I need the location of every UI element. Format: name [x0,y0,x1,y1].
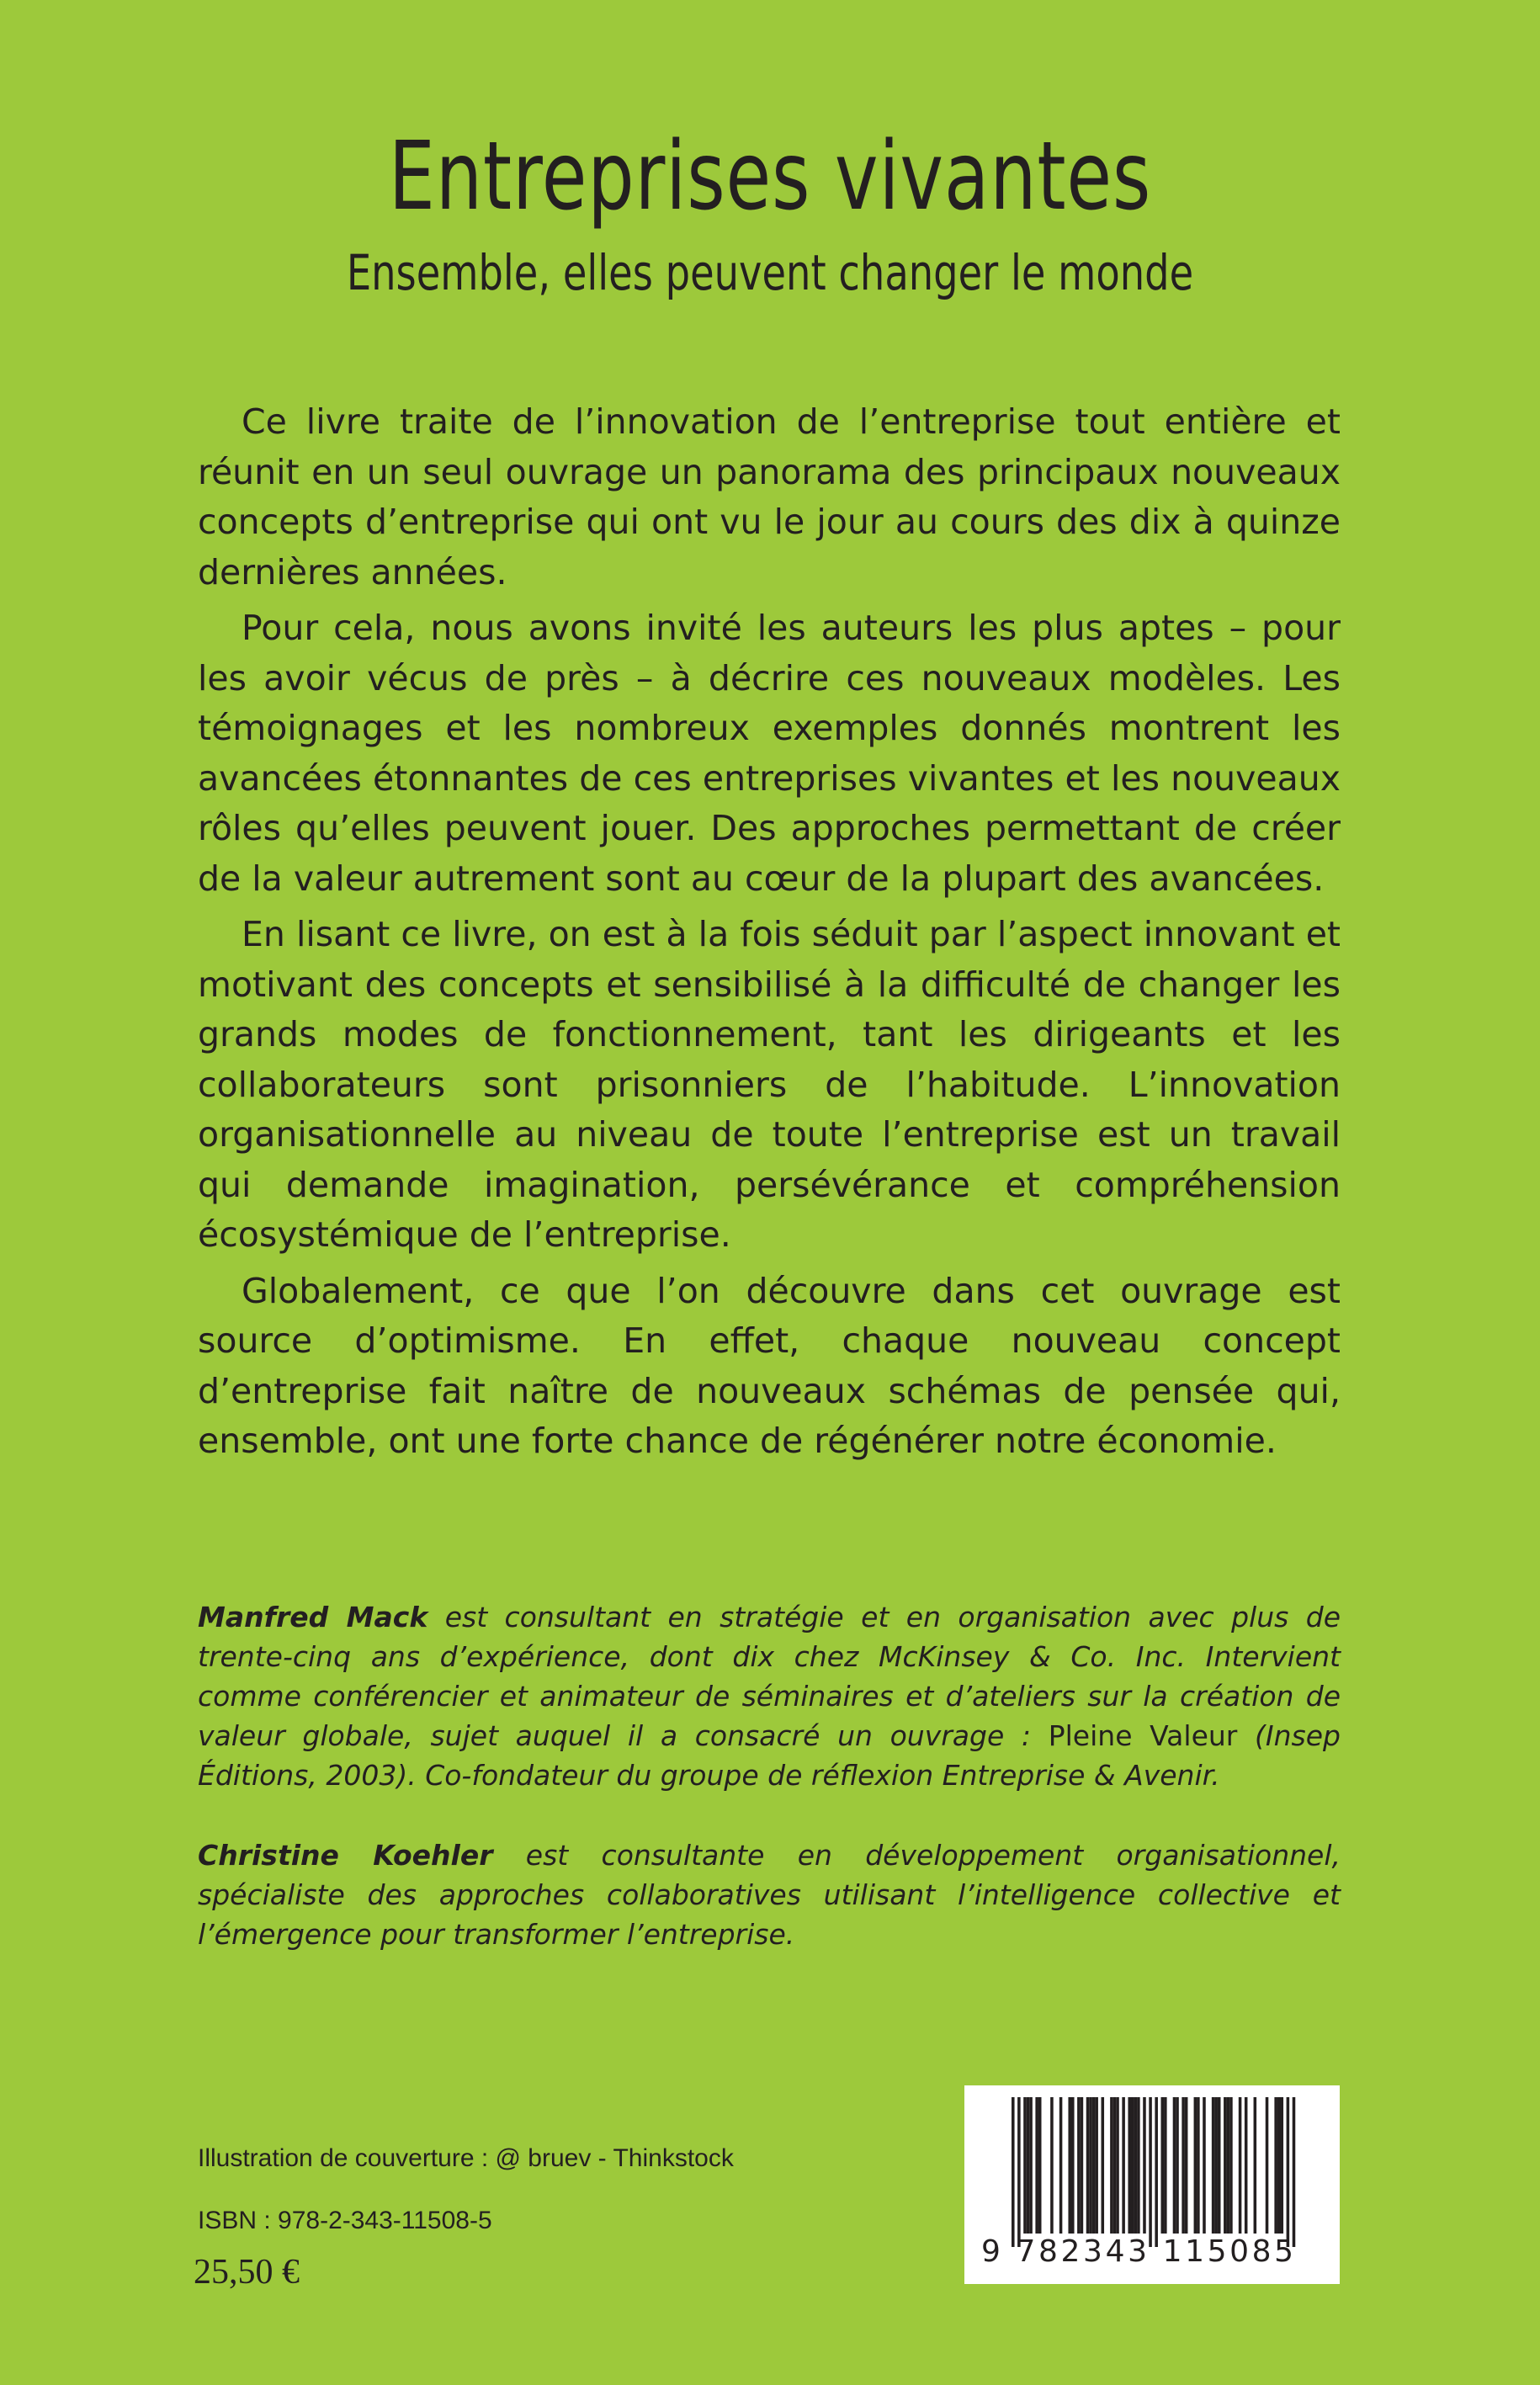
barcode-bar [1092,2097,1096,2234]
barcode-bar [1027,2097,1030,2234]
barcode-bar [1182,2097,1185,2234]
barcode-bar [1122,2097,1125,2234]
barcode-bar [1254,2097,1257,2234]
summary-text [198,397,1341,1473]
book-subtitle: Ensemble, elles peuvent changer le monde [346,244,1194,301]
barcode-bar [1023,2097,1027,2234]
summary-paragraph: Globalement, ce que l’on découvre dans cet ouvrage est source d’optimisme. En effet, chaque nouveau concept d’entreprise fait naître de nouveaux schémas de pensée qui, ensemble, ont une forte chance de régénérer notre économie. [198,1270,1341,1461]
barcode-bar [1035,2097,1038,2234]
barcode-bar [1214,2097,1218,2234]
barcode-bar [1197,2097,1200,2234]
barcode-bar [1071,2097,1075,2234]
price: 25,50 € [194,2253,300,2292]
barcode-bar [1095,2097,1098,2234]
barcode-bar [1218,2097,1221,2234]
barcode-bar [1077,2097,1081,2234]
barcode-bar [1287,2097,1290,2247]
barcode-bar [1149,2097,1152,2247]
barcode-bar [1239,2097,1242,2234]
illustration-credit: Illustration de couverture : @ bruev - Thinkstock [198,2144,734,2172]
barcode-bar [1012,2097,1015,2247]
book-title: Entreprises vivantes [388,122,1152,231]
author-bio-text: est consultant en stratégie et en organisation avec plus de trente-cinq ans d’expérience, dont dix chez McKinsey & Co. Inc. Intervient comme conférencier et animateur de séminaires et d’ateliers sur la création de valeur globale, sujet auquel il a consacré un ouvrage : [198,1601,1341,1752]
barcode-bar [1131,2097,1134,2234]
barcode-bar [1089,2097,1092,2234]
barcode-bar [1293,2097,1296,2247]
barcode-bar [1059,2097,1063,2234]
isbn: ISBN : 978-2-343-11508-5 [198,2207,492,2234]
barcode-bar [1173,2097,1176,2234]
barcode-bar [1068,2097,1071,2234]
barcode-bar [1274,2097,1277,2234]
author-bios [198,1597,1341,1954]
barcode-bar [1245,2097,1248,2234]
barcode-bar [1110,2097,1113,2234]
barcode-bar [1203,2097,1206,2234]
author-name: Christine Koehler [198,1839,493,1872]
barcode-bar [1128,2097,1131,2234]
author-bio-mack [198,1597,1341,1795]
barcode-bar [1113,2097,1117,2234]
barcode-bar [1281,2097,1284,2234]
barcode-bar [1086,2097,1090,2234]
barcode-bar [1185,2097,1188,2234]
barcode-bar [1212,2097,1215,2234]
barcode-bar [1176,2097,1179,2234]
author-bio-text: (Insep Éditions, 2003). Co-fondateur du groupe de réflexion Entreprise & Avenir. [198,1719,1341,1792]
author-bio-text: est consultante en développement organisationnel, spécialiste des approches collaboratives utilisant l’intelligence collective et l’émergence pour transformer l’entreprise. [198,1839,1341,1951]
barcode-bar [1224,2097,1227,2234]
barcode-bar [1227,2097,1230,2234]
barcode [964,2085,1340,2284]
barcode-bar [1143,2097,1146,2234]
author-bio-koehler [198,1835,1341,1954]
author-name: Manfred Mack [198,1601,428,1633]
barcode-bar [1081,2097,1084,2234]
barcode-bar [1164,2097,1167,2234]
barcode-bar [1134,2097,1138,2234]
barcode-bar [1229,2097,1233,2234]
summary-paragraph: En lisant ce livre, on est à la fois séduit par l’aspect innovant et motivant des concepts et sensibilisé à la difficulté de changer les grands modes de fonctionnement, tant les dirigeants et les collaborateurs sont prisonniers de l’habitude. L’innovation organisationnelle au niveau de toute l’entreprise est un travail qui demande imagination, persévérance et compréhension écosystémique de l’entreprise. [198,914,1341,1255]
barcode-bar [1102,2097,1105,2234]
barcode-digits: 9 782343 115085 [981,2234,1297,2269]
barcode-bar [1155,2097,1158,2247]
barcode-bar [1029,2097,1033,2234]
barcode-bar [1137,2097,1140,2234]
barcode-bar [1266,2097,1269,2234]
barcode-bar [1161,2097,1165,2234]
summary-paragraph: Pour cela, nous avons invité les auteurs les plus aptes – pour les avoir vécus de près – à décrire ces nouveaux modèles. Les témoignages et les nombreux exemples donnés montrent les avancées étonnantes de ces entreprises vivantes et les nouveaux rôles qu’elles peuvent jouer. Des approches permettant de créer de la valeur autrement sont au cœur de la plupart des avancées. [198,608,1341,899]
barcode-bar [1277,2097,1281,2234]
author-book-title: Pleine Valeur [1048,1719,1238,1752]
barcode-bar [1017,2097,1021,2247]
barcode-bar [1116,2097,1119,2234]
barcode-bar [1050,2097,1054,2234]
summary-paragraph: Ce livre traite de l’innovation de l’entreprise tout entière et réunit en un seul ouvrage un panorama des principaux nouveaux concepts d’entreprise qui ont vu le jour au cours des dix à quinze dernières années. [198,401,1341,592]
barcode-bar [1194,2097,1197,2234]
barcode-bar [1038,2097,1042,2234]
